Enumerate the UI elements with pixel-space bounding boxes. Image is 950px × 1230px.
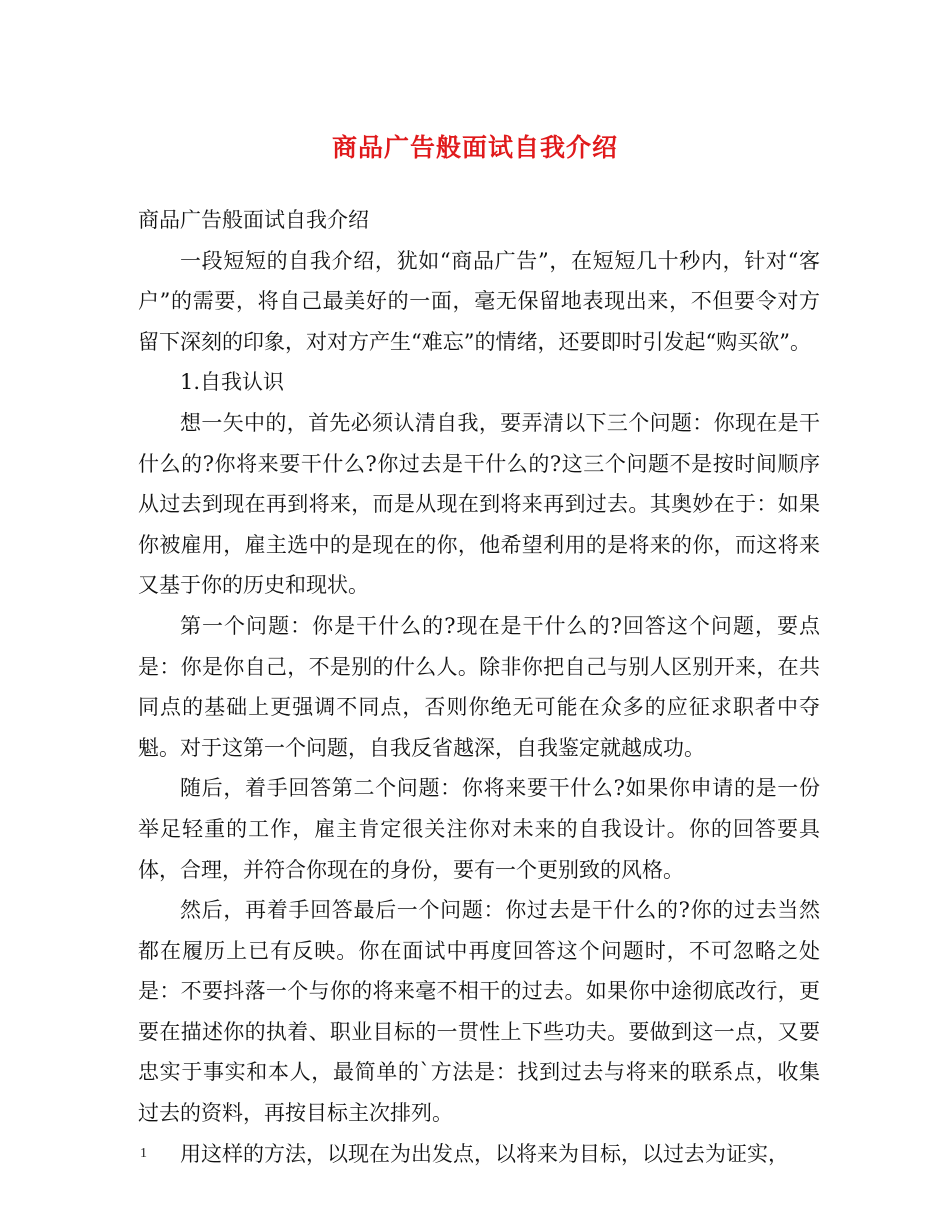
paragraph-three-questions: 想一矢中的，首先必须认清自我，要弄清以下三个问题：你现在是干什么的?你将来要干什么?你过去是干什么的?这三个问题不是按时间顺序从过去到现在再到将来，而是从现在到将来再到过去。其奥妙在于：如果你被雇用，雇主选中的是现在的你，他希望利用的是将来的你，而这将来又基于你的历史和现状。 [138, 410, 820, 598]
document-title: 商品广告般面试自我介绍 [331, 133, 618, 162]
document-body [138, 200, 820, 1174]
section-heading-self-awareness: 1.自我认识 [180, 370, 285, 395]
paragraph-first-question: 第一个问题：你是干什么的?现在是干什么的?回答这个问题，要点是：你是你自己，不是别的什么人。除非你把自己与别人区别开来，在共同点的基础上更强调不同点，否则你绝无可能在众多的应征求职者中夺魁。对于这第一个问题，自我反省越深，自我鉴定就越成功。 [138, 613, 820, 760]
paragraph-second-question: 随后，着手回答第二个问题：你将来要干什么?如果你申请的是一份举足轻重的工作，雇主肯定很关注你对未来的自我设计。你的回答要具体，合理，并符合你现在的身份，要有一个更别致的风格。 [138, 776, 820, 882]
body-subtitle: 商品广告般面试自我介绍 [138, 208, 369, 232]
paragraph-intro: 一段短短的自我介绍，犹如“商品广告”，在短短几十秒内，针对“客户”的需要，将自己最美好的一面，毫无保留地表现出来，不但要令对方留下深刻的印象，对对方产生“难忘”的情绪，还要即时引发起“购买欲”。 [138, 248, 820, 354]
paragraph-last-question: 然后，再着手回答最后一个问题：你过去是干什么的?你的过去当然都在履历上已有反映。你在面试中再度回答这个问题时，不可忽略之处是：不要抖落一个与你的将来毫不相干的过去。如果你中途彻底改行，更要在描述你的执着、职业目标的一贯性上下些功夫。要做到这一点，又要忠实于事实和本人，最简单的`方法是：找到过去与将来的联系点，收集过去的资料，再按目标主次排列。 [138, 898, 820, 1126]
paragraph-method: 用这样的方法，以现在为出发点，以将来为目标，以过去为证实， [180, 1141, 789, 1166]
page-number: 1 [140, 1146, 147, 1161]
